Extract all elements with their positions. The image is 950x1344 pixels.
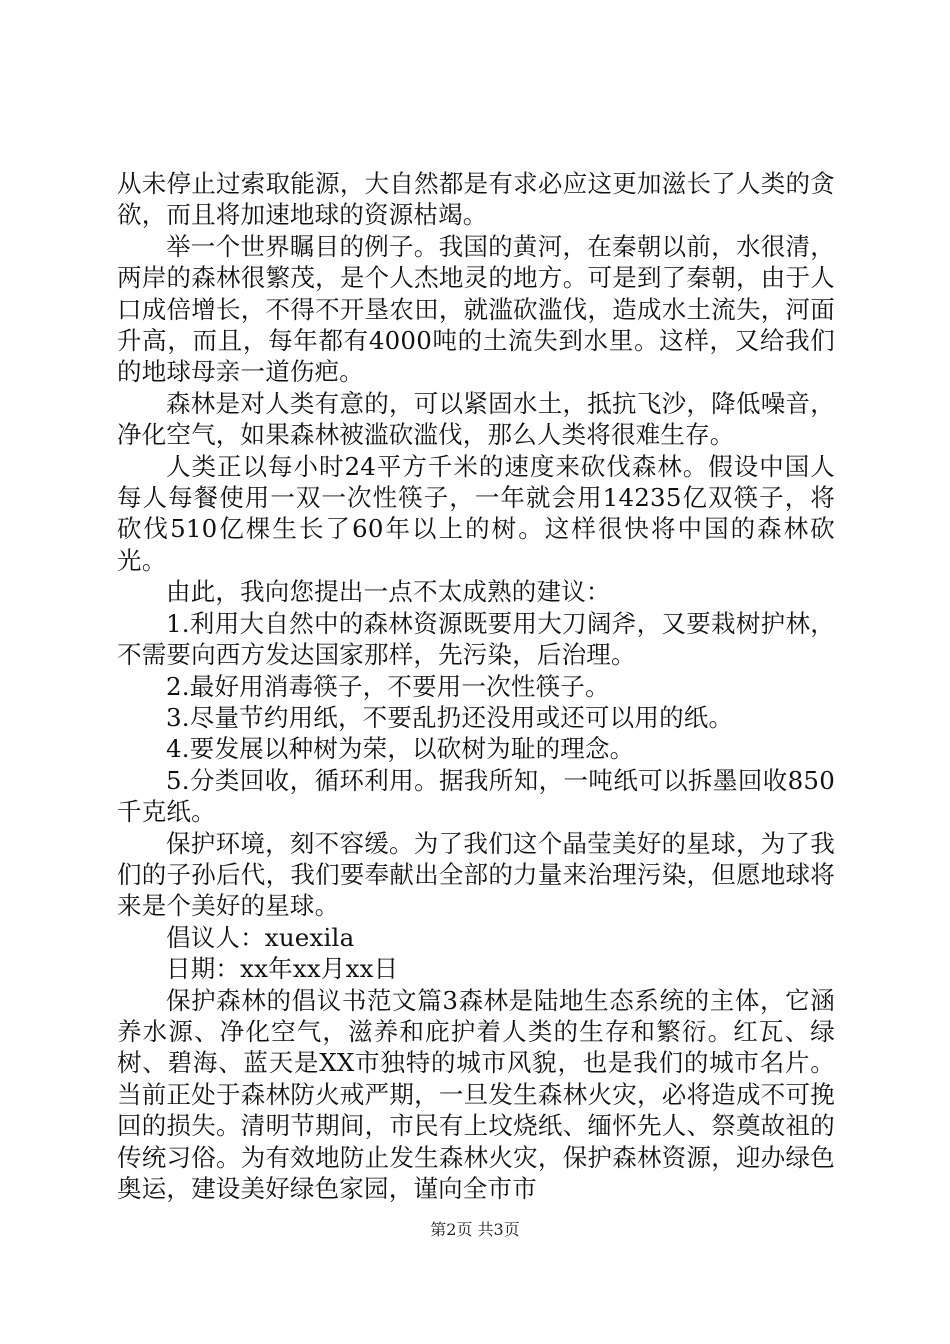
suggestion-2: 2.最好用消毒筷子，不要用一次性筷子。 [166, 671, 610, 701]
paragraph-4: 人类正以每小时24平方千米的速度来砍伐森林。假设中国人每人每餐使用一双一次性筷子，一年就会用14235亿双筷子，将砍伐510亿棵生长了60年以上的树。这样很快将中国的森林砍光。 [117, 451, 835, 575]
signatory-line: 倡议人：xuexila [166, 922, 355, 952]
paragraph-3: 森林是对人类有意的，可以紧固水土，抵抗飞沙，降低噪音，净化空气，如果森林被滥砍滥伐，那么人类将很难生存。 [117, 388, 835, 450]
document-body [117, 168, 835, 1204]
suggestion-1: 1.利用大自然中的森林资源既要用大刀阔斧，又要栽树护林，不需要向西方发达国家那样，先污染，后治理。 [117, 608, 835, 670]
suggestion-5: 5.分类回收，循环利用。据我所知，一吨纸可以拆墨回收850千克纸。 [117, 765, 835, 827]
date-line: 日期：xx年xx月xx日 [166, 954, 399, 984]
suggestion-4: 4.要发展以种树为荣，以砍树为耻的理念。 [166, 734, 635, 764]
paragraph-2: 举一个世界瞩目的例子。我国的黄河，在秦朝以前，水很清，两岸的森林很繁茂，是个人杰地灵的地方。可是到了秦朝，由于人口成倍增长，不得不开垦农田，就滥砍滥伐，造成水土流失，河面升高，而且，每年都有4000吨的土流失到水里。这样，又给我们的地球母亲一道伤疤。 [117, 231, 835, 387]
page-number-footer: 第2页 共3页 [430, 1220, 520, 1239]
paragraph-5: 由此，我向您提出一点不太成熟的建议： [166, 577, 611, 607]
suggestion-3: 3.尽量节约用纸，不要乱扔还没用或还可以用的纸。 [166, 702, 734, 732]
closing-paragraph: 保护环境，刻不容缓。为了我们这个晶莹美好的星球，为了我们的子孙后代，我们要奉献出全部的力量来治理污染，但愿地球将来是个美好的星球。 [117, 828, 835, 921]
paragraph-1: 从未停止过索取能源，大自然都是有求必应这更加滋长了人类的贪欲，而且将加速地球的资源枯竭。 [117, 169, 835, 230]
article-3-paragraph: 保护森林的倡议书范文篇3森林是陆地生态系统的主体，它涵养水源、净化空气，滋养和庇护着人类的生存和繁衍。红瓦、绿树、碧海、蓝天是XX市独特的城市风貌，也是我们的城市名片。当前正处于森林防火戒严期，一旦发生森林火灾，必将造成不可挽回的损失。清明节期间，市民有上坟烧纸、缅怀先人、祭奠故祖的传统习俗。为有效地防止发生森林火灾，保护森林资源，迎办绿色奥运，建设美好绿色家园，谨向全市市 [117, 985, 835, 1203]
